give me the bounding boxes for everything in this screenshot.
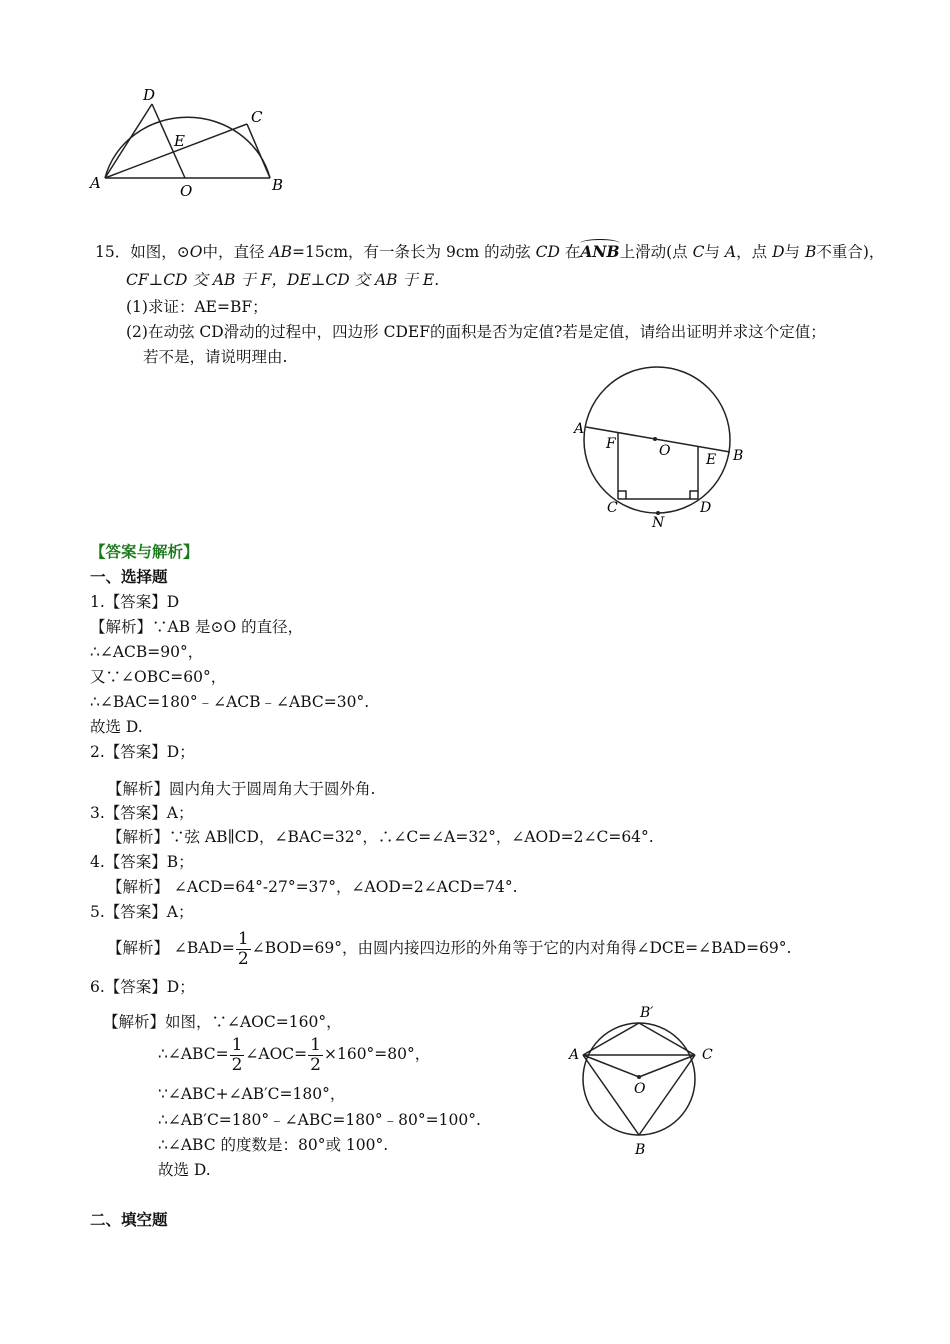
- fraction-half-1: $\frac{1}{2}$: [231, 1034, 243, 1075]
- label-b: B: [272, 176, 284, 194]
- answer-4: 4.【答案】B；: [90, 853, 194, 871]
- label-a: A: [574, 421, 585, 437]
- label-d: D: [143, 86, 156, 104]
- label-e: E: [706, 452, 717, 468]
- q15-line5: 若不是，请说明理由.: [143, 348, 288, 366]
- answer-4-line1: 【解析】 ∠ACD=64°-27°=37°，∠AOD=2∠ACD=74°.: [107, 878, 518, 896]
- answer-6-line1: 【解析】如图，∵∠AOC=160°，: [103, 1013, 342, 1031]
- label-c: C: [607, 500, 618, 516]
- answer-1-line4: ∴∠BAC=180°﹣∠ACB﹣∠ABC=30°.: [90, 693, 370, 711]
- answer-6-line5: ∴∠ABC 的度数是：80°或 100°.: [158, 1136, 389, 1154]
- answer-6: 6.【答案】D；: [90, 978, 195, 996]
- label-o: O: [634, 1081, 646, 1097]
- answer-1-line1: 【解析】∵AB 是⊙O 的直径，: [90, 618, 304, 636]
- answer-6-line3: ∵∠ABC+∠AB′C=180°，: [158, 1085, 346, 1103]
- chord-ab-prime: [583, 1023, 639, 1055]
- answer-1-line5: 故选 D.: [90, 718, 143, 736]
- arc-anb: ANB: [580, 242, 619, 262]
- answers-title: 【答案与解析】: [90, 542, 199, 561]
- answer-3-line1: 【解析】∵弦 AB∥CD，∠BAC=32°，∴∠C=∠A=32°，∠AOD=2∠C=64°.: [107, 828, 654, 846]
- label-f: F: [606, 436, 616, 452]
- label-a: A: [569, 1047, 580, 1063]
- chord-ab: [583, 1055, 639, 1135]
- fraction-half-2: $\frac{1}{2}$: [310, 1034, 321, 1075]
- label-a: A: [90, 174, 101, 192]
- answer-1-line2: ∴∠ACB=90°，: [90, 643, 204, 661]
- chord-b-prime-c: [639, 1023, 695, 1055]
- label-b: B: [733, 448, 744, 464]
- label-c: C: [251, 108, 263, 126]
- center-dot: [637, 1075, 641, 1079]
- answer-2: 2.【答案】D；: [90, 743, 195, 761]
- label-o: O: [180, 182, 193, 200]
- label-n: N: [652, 515, 665, 531]
- answer-5: 5.【答案】A；: [90, 903, 194, 921]
- answer-6-line6: 故选 D.: [158, 1161, 211, 1179]
- answer-3: 3.【答案】A；: [90, 804, 194, 822]
- answer-2-line1: 【解析】圆内角大于圆周角大于圆外角.: [107, 780, 376, 798]
- center-dot: [653, 437, 657, 441]
- figure-a6: [565, 995, 725, 1160]
- q15-line1: 15．如图，⊙O中，直径 AB=15cm，有一条长为 9cm 的动弦 CD 在 ANB上滑动(点 C与 A，点 D与 B不重合)，: [95, 242, 884, 262]
- q15-line2: CF⊥CD 交 AB 于 F，DE⊥CD 交 AB 于 E.: [126, 271, 440, 289]
- chord-cb: [247, 124, 270, 178]
- label-d: D: [700, 500, 712, 516]
- answer-1-line3: 又∵∠OBC=60°，: [90, 668, 227, 686]
- section-2-heading: 二、填空题: [90, 1210, 168, 1229]
- answer-6-line4: ∴∠AB′C=180°﹣∠ABC=180°﹣80°=100°.: [158, 1111, 481, 1129]
- label-b: B: [635, 1142, 646, 1158]
- chord-ad: [105, 104, 152, 178]
- q15-line3: (1)求证：AE=BF；: [126, 298, 268, 316]
- figure-q15: [570, 360, 755, 532]
- fraction-half: $\frac{1}{2}$: [237, 928, 249, 969]
- label-e: E: [174, 132, 185, 150]
- answer-6-line2: ∴∠ABC= $\frac{1}{2}$ ∠AOC= $\frac{1}{2}$ ×160°=80°，: [158, 1034, 431, 1075]
- figure-q14: [85, 80, 295, 205]
- label-b-prime: B′: [640, 1005, 654, 1021]
- label-o: O: [659, 443, 671, 459]
- q15-line4: (2)在动弦 CD滑动的过程中，四边形 CDEF的面积是否为定值?若是定值，请给出证明并求这个定值；: [126, 323, 826, 341]
- chord-cb: [639, 1055, 695, 1135]
- right-angle-c: [618, 491, 626, 499]
- section-1-heading: 一、选择题: [90, 567, 168, 586]
- answer-1: 1.【答案】D: [90, 593, 180, 611]
- answer-5-line1: 【解析】 ∠BAD= $\frac{1}{2}$ ∠BOD=69°，由圆内接四边形的外角等于它的内对角得∠DCE=∠BAD=69°.: [107, 928, 792, 969]
- right-angle-d: [690, 491, 698, 499]
- label-c: C: [702, 1047, 713, 1063]
